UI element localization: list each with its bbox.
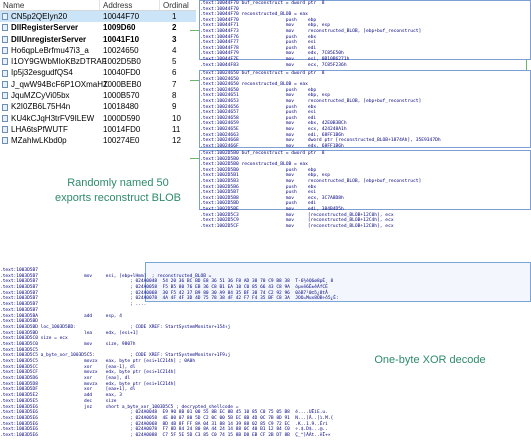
graph-connector: [526, 60, 527, 70]
export-name: [0, 22, 100, 33]
export-name-text: J_qwW94BcF6P1OXmaHZ: [11, 79, 108, 89]
export-name-text: KU4kCJqH3trFV9ILEW: [11, 113, 95, 123]
export-name: [0, 124, 100, 135]
listing-line[interactable]: .text:1003D5E6 jnz short a_byte_xor_1003D5C5 ; decrypted_shellcode =: [0, 404, 239, 410]
export-ordinal: 6: [172, 68, 177, 78]
export-name: [0, 34, 100, 45]
function-icon: [2, 58, 8, 65]
graph-connector: [190, 30, 199, 31]
caption-reconstruct-blob: Randomly named 50 exports reconstruct BLOB: [55, 177, 181, 204]
export-address: 10014FD0: [103, 124, 141, 134]
listing-line[interactable]: .text:1003D5B7: [0, 268, 38, 273]
listing-line[interactable]: .text:1003D5D6 xor [eax], dl: [0, 376, 131, 382]
listing-line[interactable]: .text:1003D5B7 ; 024A0048 54 20 36 BC BD E8 36 51 36 F8 AD 38 70 C9 B8 38 T-6½èQ6ø8pÉ¸ 8: [0, 279, 334, 285]
export-name-text: K2I0ZB6L75H4n: [11, 102, 71, 112]
disasm-line[interactable]: .text:1002D5B7 push esi: [200, 190, 317, 196]
export-row[interactable]: [0, 45, 196, 56]
disasm-line[interactable]: .text:1002D5CF mov [reconstructed_BLOB+12C8h], ecx: [200, 223, 394, 229]
listing-line[interactable]: .text:1003D5E2 add eax, 3: [0, 393, 122, 399]
disasm-line[interactable]: .text:1002D5B3 mov reconstructed_BLOB, [ebp+buf_reconstruct]: [200, 178, 422, 184]
disasm-line[interactable]: .text:10044F70: [200, 6, 239, 12]
disasm-line[interactable]: .text:1002465E mov ecx, 424248A1h: [200, 126, 347, 132]
export-ordinal: 5: [172, 57, 177, 67]
export-row[interactable]: [0, 101, 196, 112]
export-address: 10024650: [103, 45, 139, 55]
caption-xor-decode: One-byte XOR decode: [374, 354, 486, 366]
function-icon: [2, 47, 8, 54]
export-row[interactable]: [0, 34, 196, 45]
function-icon: [2, 70, 8, 77]
function-icon: [2, 104, 8, 111]
disasm-line[interactable]: .text:10044F83 mov ecx, 7C85F236h: [200, 62, 347, 68]
disasm-line[interactable]: .text:10024657 push esi: [200, 110, 317, 116]
export-address: 1009D60: [103, 23, 136, 33]
disasm-line[interactable]: .text:10044F70 reconstructed_BLOB = eax: [200, 12, 308, 18]
function-icon: [2, 13, 8, 20]
exports-header: [0, 0, 196, 11]
export-row[interactable]: [0, 56, 196, 67]
export-name: [0, 56, 107, 67]
export-name-text: DllRegisterServer: [11, 23, 79, 33]
disasm-line[interactable]: .text:10024659 mov ebx, 42E0B3BCh: [200, 121, 347, 127]
listing-line[interactable]: .text:1003D5E5 dec size: [0, 398, 117, 404]
listing-line[interactable]: .text:1003D5D8 movzx edx, byte ptr [esi+1C214h]: [0, 381, 177, 387]
disasm-line[interactable]: .text:10044F70 push ebp: [200, 17, 317, 23]
function-icon: [2, 36, 8, 43]
export-row[interactable]: [0, 67, 196, 78]
function-icon: [2, 24, 8, 31]
listing-line[interactable]: .text:1003D5DF xor [eax+1], dl: [0, 387, 136, 393]
export-address: 10041F10: [103, 34, 140, 44]
export-ordinal: 8: [172, 91, 177, 101]
exports-rows: [0, 11, 196, 147]
listing-line[interactable]: .text:1003D5CC xor [eax-1], dl: [0, 364, 136, 370]
export-name-text: Ip5j32esgudfQS4: [11, 68, 73, 78]
export-address: 1000B570: [103, 91, 140, 101]
listing-line[interactable]: .text:1003D5E6 ; 024A0048 E9 90 8B 01 00 55 8B EC 8B 45 10 85 C0 75 05 B8 é....UËìE.u.: [0, 410, 328, 416]
export-address: 10018480: [103, 102, 139, 112]
disasm-line[interactable]: .text:1002D5B6 push ebx: [200, 184, 317, 190]
disasm-line[interactable]: .text:10044F71 mov ebp, esp: [200, 23, 330, 29]
column-header-name[interactable]: Name: [0, 0, 100, 10]
export-name-text: JquMZCyVi05bx: [11, 91, 70, 101]
disasm-line[interactable]: .text:10044F7E mov esi, 0B10B6271h: [200, 56, 350, 62]
listing-line[interactable]: .text:1003D5B7 ; ....: [0, 302, 147, 308]
export-row[interactable]: [0, 90, 196, 101]
export-row[interactable]: [0, 11, 196, 22]
export-row[interactable]: [0, 22, 196, 33]
disasm-line[interactable]: .text:1002D5C3 mov [reconstructed_BLOB+12C0h], ecx: [200, 212, 394, 218]
export-address: 1002D5B0: [103, 57, 141, 67]
listing-line[interactable]: .text:1003D5B7 ; 024A0078 4A 4F 4F 3D 4D 75 78 38 4F 42 F7 F4 35 BF C8 3A JOO=Mux8OB÷ô5¿È:: [0, 296, 339, 302]
disasm-line[interactable]: .text:1002D5B0: [200, 156, 239, 162]
export-name: [0, 67, 100, 78]
export-address: 100274E0: [103, 136, 140, 146]
export-row[interactable]: [0, 135, 196, 146]
listing-line[interactable]: .text:1003D5C0 size = ecx: [0, 336, 68, 342]
disasm-line[interactable]: .text:10044F77 push esi: [200, 40, 317, 46]
column-header-ordinal[interactable]: Ordinal: [163, 1, 189, 10]
disasm-window-export-4[interactable]: [199, 70, 531, 148]
listing-line[interactable]: .text:1003D5CF movzx edx, byte ptr [esi+1C214h]: [0, 370, 177, 376]
export-row[interactable]: [0, 113, 196, 124]
export-name: [0, 135, 100, 146]
export-name-text: DllUnregisterServer: [11, 34, 87, 44]
export-name-text: LHA6tsPfWUTF: [11, 124, 68, 134]
export-ordinal: 7: [172, 79, 177, 89]
export-name-text: MZahlwLKbd0p: [11, 136, 67, 146]
export-name-text: CN5p2QEIyn20: [11, 12, 68, 21]
export-address: 10044F70: [103, 12, 140, 21]
disasm-line[interactable]: .text:10024650 push ebp: [200, 87, 317, 93]
disasm-line[interactable]: .text:10024658 push edi: [200, 115, 317, 121]
export-ordinal: 10: [172, 113, 181, 123]
listing-line[interactable]: .text:1003D5C5 movzx eax, byte ptr [esi+1C214h] ; 0A0h: [0, 359, 196, 364]
listing-line[interactable]: .text:1003D5C5 a_byte_xor_1003D5C5: ; CODE XREF: StartSystemMonitor+1F9↓j: [0, 353, 231, 359]
listing-line[interactable]: .text:1003D5B7: [0, 307, 38, 313]
export-address: 10040FD0: [103, 68, 141, 78]
disasm-line[interactable]: .text:10024656 push ebx: [200, 104, 317, 110]
export-name: [0, 79, 108, 90]
disasm-line[interactable]: .text:1002D5BE mov edi, 384B4D5h: [200, 206, 344, 212]
column-header-address[interactable]: Address: [100, 0, 160, 10]
export-ordinal: 12: [172, 136, 181, 146]
disasm-line[interactable]: .text:10044F73 mov reconstructed_BLOB, [ebp+buf_reconstruct]: [200, 28, 422, 34]
disasm-line[interactable]: .text:10024668 mov dword ptr [reconstructed_BLOB+1874Ah], 35E9347Dh: [200, 138, 441, 144]
export-row[interactable]: [0, 124, 196, 135]
disasm-line[interactable]: .text:1002D5B0 reconstructed_BLOB = eax: [200, 162, 308, 168]
disasm-line[interactable]: .text:1002D5B0 buf_reconstruct = dword ptr 8: [200, 151, 325, 156]
disasm-window-export-1[interactable]: [199, 0, 531, 68]
disasm-window-export-5[interactable]: [199, 150, 531, 229]
listing-line[interactable]: .text:1003D5B7 mov esi, [ebp+lHmm] ; reconstructed_BLOB =: [0, 273, 212, 279]
disasm-line[interactable]: .text:10044F78 push edi: [200, 45, 317, 51]
disasm-line[interactable]: .text:1002D5C9 mov [reconstructed_BLOB+12C4h], ecx: [200, 218, 394, 224]
function-icon: [2, 115, 8, 122]
disasm-line[interactable]: .text:1002466F mov edx, 68FF1B6h: [200, 143, 344, 149]
listing-line[interactable]: .text:1003D5BD lea edx, [esi+1]: [0, 330, 139, 336]
disasm-listing[interactable]: [0, 268, 531, 442]
listing-line[interactable]: .text:1003D5BD: [0, 319, 38, 325]
export-address: 1000BEB0: [103, 79, 142, 89]
exports-table: [0, 0, 196, 172]
disasm-line[interactable]: .text:10044F76 push ebx: [200, 34, 317, 40]
disasm-line[interactable]: .text:10044F79 mov edx, 7C85E50h: [200, 51, 344, 57]
export-ordinal: 2: [172, 23, 177, 33]
export-name-text: I1OY9GWbMIoKBzDTRAF: [11, 57, 107, 67]
disasm-line[interactable]: .text:10024653 mov reconstructed_BLOB, [ebp+buf_reconstruct]: [200, 98, 422, 104]
function-icon: [2, 81, 8, 88]
graph-connector: [190, 158, 199, 159]
function-icon: [2, 92, 8, 99]
export-address: 1000D590: [103, 113, 140, 123]
disasm-line[interactable]: .text:1002D5B0 push ebp: [200, 167, 317, 173]
export-ordinal: 3: [172, 34, 177, 44]
function-icon: [2, 137, 8, 144]
export-name: [0, 113, 100, 124]
listing-line[interactable]: .text:1003D5B7 ; 024A0068 30 F5 42 37 B9 80 30 A9 84 35 BF 38 74 C2 92 96 0õB7¹0©5¿8tÂ: [0, 290, 328, 296]
export-name: [0, 45, 100, 56]
export-ordinal: 4: [172, 45, 177, 55]
disasm-line[interactable]: .text:10024650 buf_reconstruct = dword ptr 8: [200, 71, 325, 76]
export-name-text: Ho6qpLeBrfmu47i3_a: [11, 45, 89, 55]
export-ordinal: 1: [172, 12, 177, 21]
export-name: [0, 11, 100, 22]
export-name: [0, 101, 100, 112]
export-row[interactable]: [0, 79, 196, 90]
listing-line[interactable]: .text:1003D5B7 ; 024A0058 F5 B5 80 76 EB 36 C8 B1 EA 18 C0 85 66 43 C8 9A õµvë6È±êÀfCÈ: [0, 285, 328, 291]
export-ordinal: 11: [172, 124, 181, 134]
disasm-line[interactable]: .text:10024650 reconstructed_BLOB = eax: [200, 82, 308, 88]
disasm-line[interactable]: .text:10024650: [200, 76, 239, 82]
disasm-line[interactable]: .text:10024663 mov edi, 68FF1B6h: [200, 132, 344, 138]
listing-line[interactable]: .text:1003D5E6 ; 024A0068 8D 4B 8F FF 8A 04 31 88 14 39 88 02 85 C9 72 EC .K..1.9..Érì: [0, 421, 328, 427]
listing-line[interactable]: .text:1003D5C0 mov size, 9807h: [0, 341, 136, 347]
disasm-line[interactable]: .text:10044F70 buf_reconstruct = dword ptr 8: [200, 1, 325, 6]
disasm-line[interactable]: .text:1002D5BD push edi: [200, 201, 317, 207]
export-ordinal: 9: [172, 102, 177, 112]
graph-connector: [190, 80, 199, 81]
listing-line[interactable]: .text:1003D5E6 ; 024A0058 4E 00 07 80 5D C2 0C 00 5B EC 8B 4D 0C 7B 8D 91 N...]Â..[ì.M.{: [0, 415, 334, 421]
listing-line[interactable]: .text:1003D5E6 ; 024A0088 C7 5F 5E 5D C3 85 C0 74 15 8B D8 EB CF 2B D7 8B Ç_^]ÃÀt..ëÏ+×: [0, 432, 331, 438]
disasm-line[interactable]: .text:1002D5B8 mov ecx, 3C7A8D8h: [200, 195, 344, 201]
listing-line[interactable]: .text:1003D5BA add esp, 4: [0, 313, 122, 319]
listing-line[interactable]: .text:1003D5E6 ; 024A0078 F7 8D 84 24 80 8A 44 24 14 88 0C 40 B1 12 84 C0 ÷.$.D$...@..: [0, 427, 328, 433]
listing-line[interactable]: .text:1003D5C5: [0, 347, 38, 353]
disasm-line[interactable]: .text:1002D5B1 mov ebp, esp: [200, 173, 330, 179]
export-name: [0, 90, 100, 101]
listing-line[interactable]: .text:1003D5BD loc_1003D5BD: ; CODE XREF: StartSystemMonitor+154↑j: [0, 324, 231, 330]
disasm-line[interactable]: .text:10024651 mov ebp, esp: [200, 93, 330, 99]
function-icon: [2, 126, 8, 133]
